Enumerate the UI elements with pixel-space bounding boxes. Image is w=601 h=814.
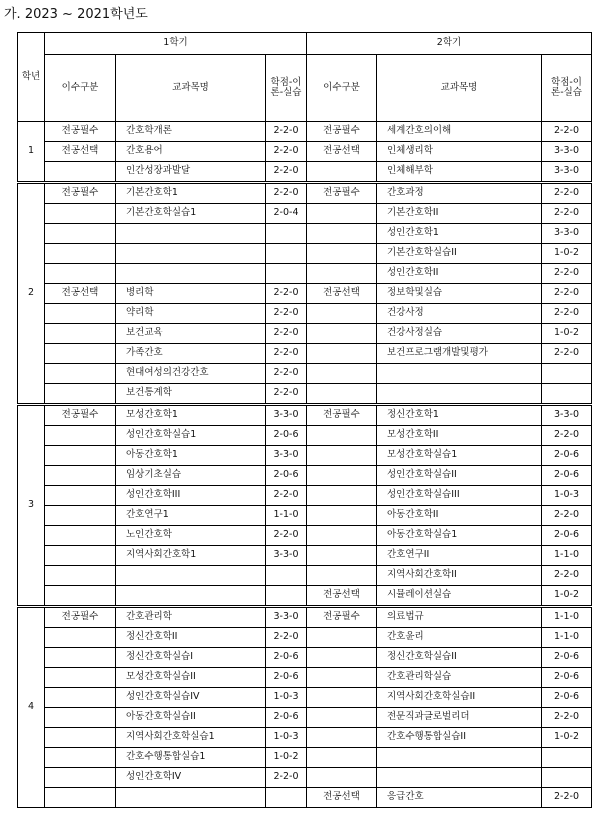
category-cell	[307, 566, 377, 586]
credit-cell: 3-3-0	[542, 405, 592, 426]
course-cell: 지역사회간호학실습II	[377, 688, 542, 708]
course-cell: 간호용어	[116, 142, 266, 162]
credit-cell: 1-0-2	[542, 244, 592, 264]
category-cell	[307, 446, 377, 466]
credit-cell: 3-3-0	[266, 607, 307, 628]
category-cell: 전공필수	[307, 607, 377, 628]
course-cell: 정신간호학실습II	[377, 648, 542, 668]
year-cell: 2	[18, 183, 45, 405]
course-cell: 모성간호학1	[116, 405, 266, 426]
course-cell: 인간성장과발달	[116, 162, 266, 183]
course-cell	[377, 364, 542, 384]
course-cell	[377, 384, 542, 405]
credit-cell: 2-0-6	[542, 466, 592, 486]
category-cell	[307, 728, 377, 748]
credit-cell: 1-0-2	[542, 586, 592, 607]
table-row	[18, 384, 592, 405]
credit-cell: 2-0-6	[542, 668, 592, 688]
table-row	[18, 364, 592, 384]
course-cell: 건강사정실습	[377, 324, 542, 344]
category-cell	[45, 586, 116, 607]
category-cell	[45, 526, 116, 546]
credit-cell: 1-1-0	[266, 506, 307, 526]
table-row	[18, 688, 592, 708]
table-row	[18, 344, 592, 364]
table-row	[18, 506, 592, 526]
course-cell: 간호관리학실습	[377, 668, 542, 688]
course-cell: 성인간호학실습II	[377, 466, 542, 486]
course-cell: 모성간호학실습II	[116, 668, 266, 688]
table-row	[18, 607, 592, 628]
category-cell	[307, 426, 377, 446]
category-cell	[45, 546, 116, 566]
category-cell	[45, 224, 116, 244]
course-cell: 정신간호학II	[116, 628, 266, 648]
table-row	[18, 526, 592, 546]
course-cell: 현대여성의건강간호	[116, 364, 266, 384]
course-cell: 성인간호학실습1	[116, 426, 266, 446]
credit-cell: 2-0-6	[266, 466, 307, 486]
course-cell: 간호연구II	[377, 546, 542, 566]
credit-cell	[542, 384, 592, 405]
course-cell: 지역사회간호학1	[116, 546, 266, 566]
course-cell	[116, 566, 266, 586]
course-cell: 간호과정	[377, 183, 542, 204]
course-cell: 간호수행통합실습1	[116, 748, 266, 768]
category-cell	[45, 788, 116, 808]
course-cell: 성인간호학III	[116, 486, 266, 506]
course-cell: 간호관리학	[116, 607, 266, 628]
course-cell: 응급간호	[377, 788, 542, 808]
course-cell	[116, 788, 266, 808]
course-cell: 의료법규	[377, 607, 542, 628]
credit-cell	[266, 244, 307, 264]
category-cell	[307, 768, 377, 788]
credit-cell	[542, 748, 592, 768]
credit-cell: 1-0-3	[266, 728, 307, 748]
table-row	[18, 586, 592, 607]
credit-cell: 2-2-0	[266, 344, 307, 364]
credit-cell: 3-3-0	[542, 162, 592, 183]
course-cell: 임상기초실습	[116, 466, 266, 486]
credit-cell: 2-2-0	[542, 304, 592, 324]
course-cell: 가족간호	[116, 344, 266, 364]
credit-cell: 2-0-6	[266, 648, 307, 668]
credit-cell: 2-2-0	[266, 364, 307, 384]
credit-cell: 2-2-0	[266, 324, 307, 344]
category-cell	[307, 324, 377, 344]
category-cell	[307, 466, 377, 486]
course-cell: 병리학	[116, 284, 266, 304]
course-header: 교과목명	[377, 55, 542, 122]
credit-cell	[266, 264, 307, 284]
credit-cell: 3-3-0	[542, 142, 592, 162]
category-cell	[307, 162, 377, 183]
credit-cell: 3-3-0	[266, 546, 307, 566]
table-row	[18, 405, 592, 426]
credit-cell: 2-2-0	[542, 708, 592, 728]
table-row	[18, 668, 592, 688]
table-row	[18, 486, 592, 506]
course-cell: 보건프로그램개발및평가	[377, 344, 542, 364]
course-cell: 지역사회간호학실습1	[116, 728, 266, 748]
credit-cell: 2-0-6	[266, 668, 307, 688]
category-cell: 전공선택	[45, 142, 116, 162]
credit-cell: 2-2-0	[542, 284, 592, 304]
category-cell	[45, 162, 116, 183]
credit-cell: 1-1-0	[542, 546, 592, 566]
credit-cell: 2-2-0	[266, 304, 307, 324]
category-cell	[307, 748, 377, 768]
category-cell	[307, 204, 377, 224]
course-cell: 성인간호학IV	[116, 768, 266, 788]
table-row	[18, 768, 592, 788]
category-cell: 전공필수	[45, 183, 116, 204]
category-cell	[45, 768, 116, 788]
credit-cell: 2-2-0	[542, 426, 592, 446]
table-row	[18, 224, 592, 244]
course-cell: 기본간호학실습II	[377, 244, 542, 264]
credit-cell	[266, 566, 307, 586]
table-row	[18, 304, 592, 324]
category-cell	[307, 264, 377, 284]
category-cell	[45, 688, 116, 708]
category-cell	[45, 648, 116, 668]
course-cell: 아동간호학실습II	[116, 708, 266, 728]
year-cell: 4	[18, 607, 45, 808]
table-row	[18, 204, 592, 224]
table-row	[18, 183, 592, 204]
table-row	[18, 142, 592, 162]
course-cell	[377, 768, 542, 788]
table-row	[18, 628, 592, 648]
course-cell: 아동간호학1	[116, 446, 266, 466]
course-cell: 모성간호학실습1	[377, 446, 542, 466]
category-cell	[45, 364, 116, 384]
credit-cell: 2-0-6	[542, 688, 592, 708]
category-cell	[45, 566, 116, 586]
credit-cell: 2-2-0	[542, 264, 592, 284]
course-cell: 정신간호학실습I	[116, 648, 266, 668]
course-cell: 간호연구1	[116, 506, 266, 526]
category-cell	[307, 304, 377, 324]
category-cell: 전공선택	[45, 284, 116, 304]
credit-cell: 2-0-6	[542, 446, 592, 466]
category-cell	[45, 204, 116, 224]
table-row	[18, 324, 592, 344]
course-cell: 성인간호학1	[377, 224, 542, 244]
semester-1-header: 1학기	[45, 33, 307, 55]
table-row	[18, 566, 592, 586]
category-cell	[307, 668, 377, 688]
credit-cell	[266, 788, 307, 808]
category-cell: 전공필수	[307, 183, 377, 204]
credit-cell: 3-3-0	[542, 224, 592, 244]
course-cell: 노인간호학	[116, 526, 266, 546]
course-cell: 기본간호학1	[116, 183, 266, 204]
course-cell: 아동간호학실습1	[377, 526, 542, 546]
credit-cell	[542, 768, 592, 788]
table-row	[18, 244, 592, 264]
category-header: 이수구분	[307, 55, 377, 122]
credit-cell: 1-1-0	[542, 607, 592, 628]
credit-header: 학점-이론-실습	[542, 55, 592, 122]
course-cell	[116, 244, 266, 264]
credit-cell: 2-2-0	[542, 122, 592, 142]
course-cell: 시뮬레이션실습	[377, 586, 542, 607]
table-row	[18, 788, 592, 808]
category-header: 이수구분	[45, 55, 116, 122]
credit-cell	[266, 586, 307, 607]
credit-cell: 2-2-0	[542, 788, 592, 808]
credit-cell: 2-2-0	[266, 486, 307, 506]
table-row	[18, 728, 592, 748]
category-cell: 전공필수	[307, 122, 377, 142]
category-cell	[45, 304, 116, 324]
credit-cell: 2-2-0	[266, 183, 307, 204]
category-cell: 전공선택	[307, 788, 377, 808]
course-cell: 보건교육	[116, 324, 266, 344]
course-cell: 보건통계학	[116, 384, 266, 405]
course-cell: 기본간호학실습1	[116, 204, 266, 224]
year-cell: 3	[18, 405, 45, 607]
course-cell: 지역사회간호학II	[377, 566, 542, 586]
table-row	[18, 264, 592, 284]
table-body	[18, 122, 592, 808]
course-cell: 기본간호학II	[377, 204, 542, 224]
category-cell: 전공필수	[45, 122, 116, 142]
category-cell	[307, 224, 377, 244]
category-cell	[307, 628, 377, 648]
credit-cell: 2-0-6	[266, 426, 307, 446]
credit-cell: 1-0-2	[542, 324, 592, 344]
credit-cell: 2-0-6	[542, 648, 592, 668]
category-cell	[307, 364, 377, 384]
category-cell	[45, 466, 116, 486]
category-cell	[45, 384, 116, 405]
category-cell	[45, 628, 116, 648]
category-cell	[307, 486, 377, 506]
category-cell	[45, 748, 116, 768]
table-row	[18, 708, 592, 728]
credit-cell: 2-2-0	[266, 142, 307, 162]
year-header: 학년	[18, 33, 45, 122]
table-row	[18, 648, 592, 668]
curriculum-table	[17, 32, 592, 808]
credit-cell: 1-1-0	[542, 628, 592, 648]
category-cell	[307, 244, 377, 264]
course-cell: 건강사정	[377, 304, 542, 324]
category-cell	[45, 244, 116, 264]
table-row	[18, 446, 592, 466]
course-cell	[116, 264, 266, 284]
credit-cell: 2-2-0	[266, 122, 307, 142]
course-cell: 정신간호학1	[377, 405, 542, 426]
credit-cell: 2-2-0	[542, 183, 592, 204]
category-cell: 전공필수	[45, 607, 116, 628]
course-cell	[116, 224, 266, 244]
category-cell	[45, 344, 116, 364]
category-cell: 전공필수	[45, 405, 116, 426]
credit-header: 학점-이론-실습	[266, 55, 307, 122]
category-cell: 전공선택	[307, 142, 377, 162]
table-row	[18, 748, 592, 768]
course-cell: 성인간호학II	[377, 264, 542, 284]
table-row	[18, 284, 592, 304]
category-cell	[45, 668, 116, 688]
course-cell: 정보학및실습	[377, 284, 542, 304]
credit-cell: 3-3-0	[266, 405, 307, 426]
credit-cell: 3-3-0	[266, 446, 307, 466]
table-row	[18, 546, 592, 566]
credit-cell: 2-0-6	[542, 526, 592, 546]
credit-cell: 2-2-0	[542, 344, 592, 364]
course-cell: 세계간호의이해	[377, 122, 542, 142]
semester-2-header: 2학기	[307, 33, 592, 55]
course-cell: 인체해부학	[377, 162, 542, 183]
credit-cell: 2-2-0	[542, 566, 592, 586]
credit-cell: 2-2-0	[542, 506, 592, 526]
credit-cell: 2-2-0	[266, 162, 307, 183]
category-cell	[307, 344, 377, 364]
course-cell: 모성간호학II	[377, 426, 542, 446]
course-cell	[377, 748, 542, 768]
category-cell	[45, 446, 116, 466]
category-cell	[45, 264, 116, 284]
category-cell: 전공선택	[307, 586, 377, 607]
category-cell	[307, 688, 377, 708]
course-cell: 약리학	[116, 304, 266, 324]
credit-cell: 1-0-2	[542, 728, 592, 748]
credit-cell: 2-0-4	[266, 204, 307, 224]
category-cell	[307, 506, 377, 526]
table-row	[18, 466, 592, 486]
course-cell: 간호윤리	[377, 628, 542, 648]
credit-cell: 2-2-0	[266, 284, 307, 304]
category-cell	[307, 384, 377, 405]
credit-cell: 1-0-3	[542, 486, 592, 506]
course-cell: 전문직과글로벌리더	[377, 708, 542, 728]
category-cell	[45, 506, 116, 526]
credit-cell	[266, 224, 307, 244]
category-cell	[307, 708, 377, 728]
course-cell: 간호수행통합실습II	[377, 728, 542, 748]
course-cell: 간호학개론	[116, 122, 266, 142]
course-cell: 성인간호학실습III	[377, 486, 542, 506]
category-cell	[45, 728, 116, 748]
table-row	[18, 426, 592, 446]
table-row	[18, 162, 592, 183]
course-cell: 아동간호학II	[377, 506, 542, 526]
credit-cell: 2-2-0	[266, 384, 307, 405]
category-cell	[307, 546, 377, 566]
course-cell	[116, 586, 266, 607]
course-cell: 성인간호학실습IV	[116, 688, 266, 708]
credit-cell: 2-2-0	[266, 768, 307, 788]
category-cell	[307, 526, 377, 546]
credit-cell: 2-2-0	[266, 628, 307, 648]
credit-cell	[542, 364, 592, 384]
category-cell	[45, 426, 116, 446]
course-header: 교과목명	[116, 55, 266, 122]
credit-cell: 2-0-6	[266, 708, 307, 728]
credit-cell: 2-2-0	[266, 526, 307, 546]
category-cell	[45, 324, 116, 344]
course-cell: 인체생리학	[377, 142, 542, 162]
credit-cell: 1-0-3	[266, 688, 307, 708]
table-row	[18, 122, 592, 142]
category-cell	[307, 648, 377, 668]
page-heading: 가. 2023 ~ 2021학년도	[4, 7, 148, 22]
category-cell	[45, 708, 116, 728]
credit-cell: 2-2-0	[542, 204, 592, 224]
category-cell: 전공필수	[307, 405, 377, 426]
credit-cell: 1-0-2	[266, 748, 307, 768]
category-cell	[45, 486, 116, 506]
category-cell: 전공선택	[307, 284, 377, 304]
year-cell: 1	[18, 122, 45, 183]
